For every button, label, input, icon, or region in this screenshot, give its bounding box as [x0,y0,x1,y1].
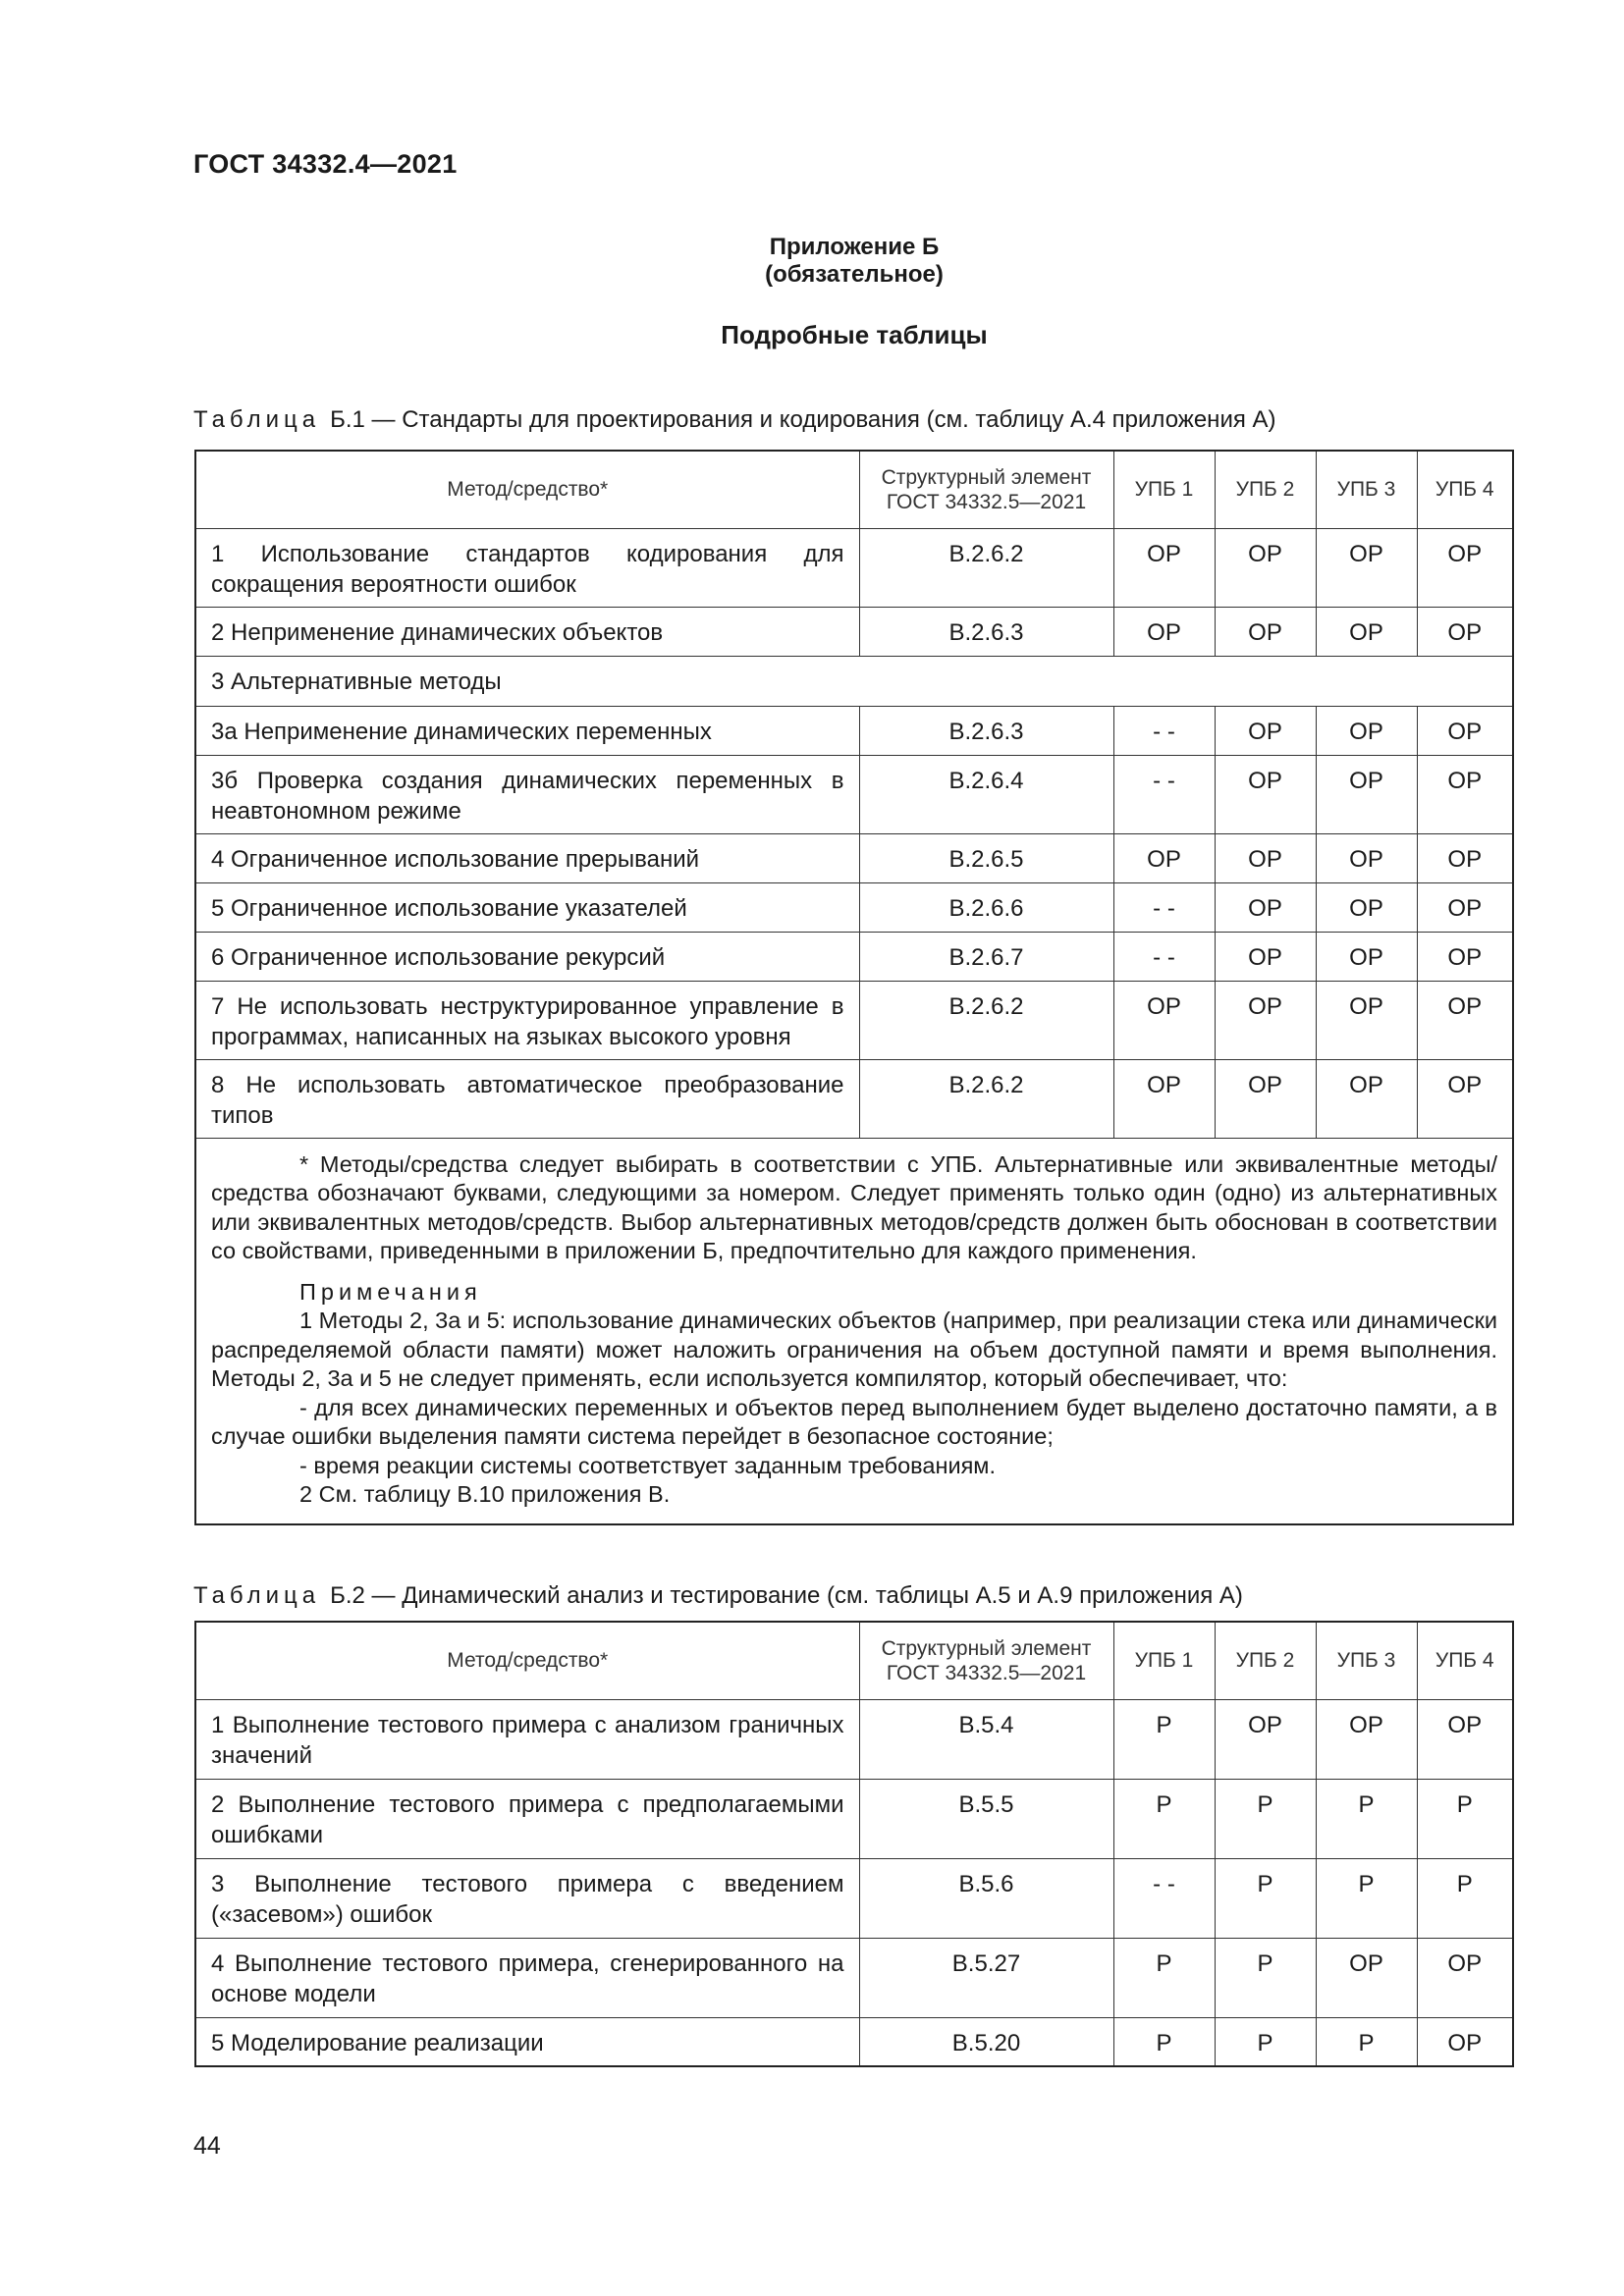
upb2-cell: ОР [1215,528,1316,607]
upb1-cell: ОР [1113,528,1215,607]
ref-cell: В.5.5 [859,1779,1113,1858]
upb4-cell: ОР [1417,528,1513,607]
table-row [195,833,1513,882]
ref-cell: В.5.27 [859,1938,1113,2017]
note-1-item-2: - время реакции системы соответствует заданным требованиям. [299,1452,996,1478]
method-cell: 4 Выполнение тестового примера, сгенерированного на основе модели [195,1938,859,2017]
table-row [195,2017,1513,2066]
method-cell: 2 Выполнение тестового примера с предполагаемыми ошибками [195,1779,859,1858]
upb3-cell: Р [1316,2017,1417,2066]
ref-cell: В.2.6.3 [859,706,1113,755]
upb3-cell: Р [1316,1858,1417,1938]
upb2-cell: ОР [1215,607,1316,656]
table-row [195,1699,1513,1779]
table-row [195,1779,1513,1858]
upb3-cell: ОР [1316,833,1417,882]
table-b1 [194,450,1514,1525]
column-header-upb1: УПБ 1 [1113,451,1215,528]
upb2-cell: ОР [1215,1059,1316,1138]
method-cell: 8 Не использовать автоматическое преобразование типов [195,1059,859,1138]
upb2-cell: ОР [1215,932,1316,981]
table-row [195,706,1513,755]
upb1-cell: Р [1113,1779,1215,1858]
ref-cell: В.5.20 [859,2017,1113,2066]
method-cell: 2 Неприменение динамических объектов [195,607,859,656]
note-1: 1 Методы 2, 3а и 5: использование динамических объектов (например, при реализации стека или динамически распределяемой области памяти) может наложить ограничения на объем доступной памяти и время выполнения. Методы 2, 3а и 5 не следует применять, если используется компилятор, который обеспечивает, что: [211,1308,1497,1391]
upb1-cell: - - [1113,932,1215,981]
table-row [195,528,1513,607]
upb2-cell: Р [1215,2017,1316,2066]
table-row [195,755,1513,833]
upb2-cell: Р [1215,1779,1316,1858]
column-header-ref: Структурный элемент ГОСТ 34332.5—2021 [859,451,1113,528]
column-header-method: Метод/средство* [195,451,859,528]
upb1-cell: - - [1113,882,1215,932]
upb2-cell: ОР [1215,706,1316,755]
upb3-cell: ОР [1316,1938,1417,2017]
column-header-upb1: УПБ 1 [1113,1622,1215,1699]
method-cell: 7 Не использовать неструктурированное управление в программах, написанных на языках высокого уровня [195,981,859,1059]
ref-cell: В.2.6.3 [859,607,1113,656]
table2-caption-label: Таблица [193,1582,321,1609]
ref-cell: В.2.6.4 [859,755,1113,833]
upb2-cell: ОР [1215,755,1316,833]
ref-cell: В.5.6 [859,1858,1113,1938]
ref-cell: В.2.6.7 [859,932,1113,981]
method-cell: 1 Выполнение тестового примера с анализом граничных значений [195,1699,859,1779]
upb3-cell: Р [1316,1779,1417,1858]
upb3-cell: ОР [1316,706,1417,755]
footnote: * Методы/средства следует выбирать в соответствии с УПБ. Альтернативные или эквивалентные методы/средства обозначают буквами, следующими за номером. Следует применять только один (одно) из альтернативных или эквивалентных методов/средств. Выбор альтернативных методов/средств должен быть обоснован в соответствии со свойствами, приведенными в приложении Б, предпочтительно для каждого применения. [211,1150,1497,1263]
upb4-cell: ОР [1417,1938,1513,2017]
table-row [195,607,1513,656]
ref-cell: В.2.6.2 [859,1059,1113,1138]
section-title: Подробные таблицы [721,320,988,349]
notes-cell [195,1138,1513,1524]
upb1-cell: Р [1113,1938,1215,2017]
ref-cell: В.2.6.2 [859,981,1113,1059]
ref-cell: В.2.6.2 [859,528,1113,607]
upb1-cell: - - [1113,706,1215,755]
column-header-upb4: УПБ 4 [1417,1622,1513,1699]
appendix-status: (обязательное) [765,261,944,288]
upb4-cell: ОР [1417,932,1513,981]
upb4-cell: Р [1417,1858,1513,1938]
upb4-cell: ОР [1417,1059,1513,1138]
column-header-method: Метод/средство* [195,1622,859,1699]
upb1-cell: Р [1113,1699,1215,1779]
upb3-cell: ОР [1316,882,1417,932]
upb4-cell: ОР [1417,706,1513,755]
table2-caption [193,1582,1243,1610]
upb4-cell: ОР [1417,1699,1513,1779]
upb4-cell: ОР [1417,981,1513,1059]
upb3-cell: ОР [1316,1699,1417,1779]
upb3-cell: ОР [1316,528,1417,607]
table-group-row [195,656,1513,706]
upb3-cell: ОР [1316,932,1417,981]
upb4-cell: ОР [1417,607,1513,656]
method-cell: 6 Ограниченное использование рекурсий [195,932,859,981]
table-row [195,882,1513,932]
column-header-upb4: УПБ 4 [1417,451,1513,528]
table-b2 [194,1621,1514,2067]
ref-cell: В.2.6.6 [859,882,1113,932]
appendix-title: Приложение Б [769,234,940,260]
table-header-row [195,1622,1513,1699]
upb2-cell: ОР [1215,882,1316,932]
upb1-cell: ОР [1113,1059,1215,1138]
table-row [195,1858,1513,1938]
table1-caption [193,406,1276,434]
upb1-cell: Р [1113,2017,1215,2066]
upb1-cell: ОР [1113,981,1215,1059]
ref-cell: В.5.4 [859,1699,1113,1779]
column-header-upb2: УПБ 2 [1215,451,1316,528]
upb3-cell: ОР [1316,1059,1417,1138]
ref-cell: В.2.6.5 [859,833,1113,882]
upb2-cell: ОР [1215,981,1316,1059]
upb3-cell: ОР [1316,981,1417,1059]
upb4-cell: ОР [1417,833,1513,882]
table-row [195,1938,1513,2017]
upb4-cell: Р [1417,1779,1513,1858]
method-cell: 5 Моделирование реализации [195,2017,859,2066]
column-header-upb3: УПБ 3 [1316,1622,1417,1699]
upb1-cell: ОР [1113,833,1215,882]
note-1-item-1: - для всех динамических переменных и объектов перед выполнением будет выделено достаточно памяти, а в случае ошибки выделения памяти система перейдет в безопасное состояние; [211,1394,1497,1449]
upb1-cell: ОР [1113,607,1215,656]
upb1-cell: - - [1113,755,1215,833]
upb4-cell: ОР [1417,755,1513,833]
upb1-cell: - - [1113,1858,1215,1938]
upb3-cell: ОР [1316,607,1417,656]
method-cell: 1 Использование стандартов кодирования для сокращения вероятности ошибок [195,528,859,607]
page-number: 44 [193,2132,221,2160]
column-header-ref: Структурный элемент ГОСТ 34332.5—2021 [859,1622,1113,1699]
table1-caption-text: Б.1 — Стандарты для проектирования и кодирования (см. таблицу А.4 приложения А) [330,406,1276,433]
upb3-cell: ОР [1316,755,1417,833]
upb4-cell: ОР [1417,882,1513,932]
table-notes-row [195,1138,1513,1524]
standard-header: ГОСТ 34332.4—2021 [193,149,458,179]
method-cell: 3 Выполнение тестового примера с введением («засевом») ошибок [195,1858,859,1938]
note-2: 2 См. таблицу В.10 приложения В. [299,1481,671,1507]
table-row [195,1059,1513,1138]
table-header-row [195,451,1513,528]
method-group-cell: 3 Альтернативные методы [195,656,1513,706]
table-row [195,981,1513,1059]
method-cell: 3б Проверка создания динамических переменных в неавтономном режиме [195,755,859,833]
table1-caption-label: Таблица [193,406,321,433]
column-header-upb3: УПБ 3 [1316,451,1417,528]
upb2-cell: Р [1215,1858,1316,1938]
upb2-cell: ОР [1215,1699,1316,1779]
column-header-upb2: УПБ 2 [1215,1622,1316,1699]
upb2-cell: ОР [1215,833,1316,882]
upb2-cell: Р [1215,1938,1316,2017]
table2-caption-text: Б.2 — Динамический анализ и тестирование (см. таблицы А.5 и А.9 приложения А) [330,1582,1243,1609]
notes-heading: Примечания [299,1278,482,1305]
method-cell: 5 Ограниченное использование указателей [195,882,859,932]
method-cell: 4 Ограниченное использование прерываний [195,833,859,882]
method-cell: 3а Неприменение динамических переменных [195,706,859,755]
upb4-cell: ОР [1417,2017,1513,2066]
table-row [195,932,1513,981]
